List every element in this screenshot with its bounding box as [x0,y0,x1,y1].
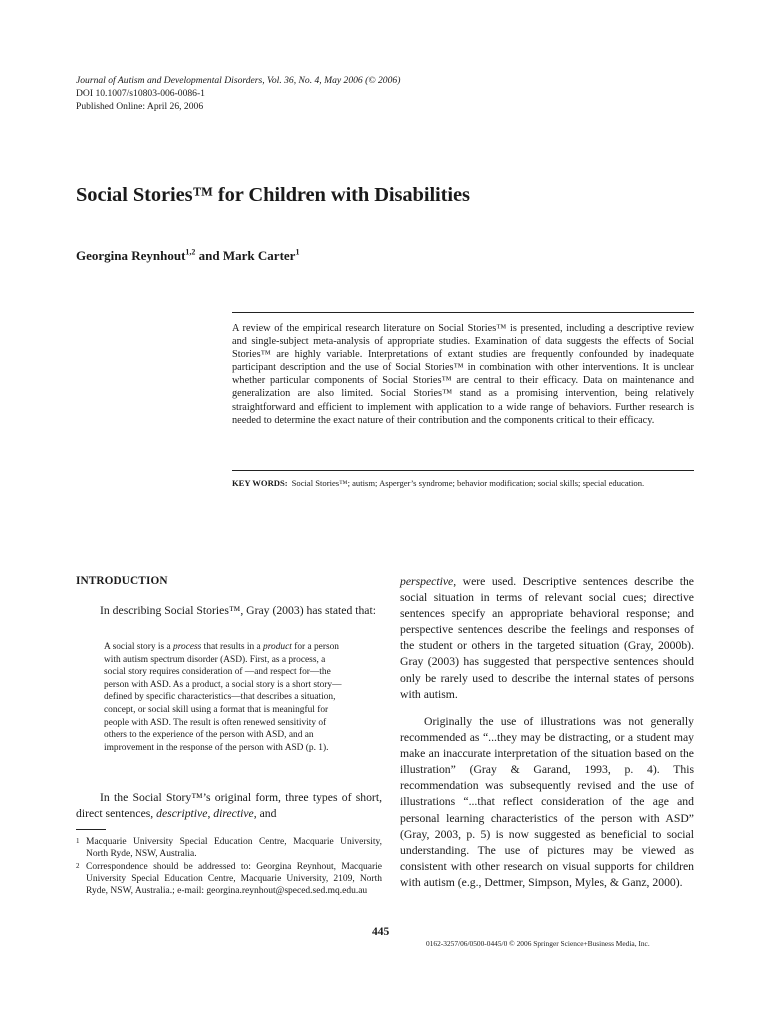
paragraph-text: , and [253,807,277,821]
footnote [76,836,382,861]
block-quote [104,641,342,754]
author-affiliation: 1,2 [185,247,196,257]
keywords-text: Social Stories™; autism; Asperger’s syndrome; behavior modification; social skills; special education. [291,478,645,488]
author-name: Georgina Reynhout [76,248,186,263]
keywords [232,477,694,490]
keywords-label: KEY WORDS: [232,478,288,488]
intro-paragraph-1: In describing Social Stories™, Gray (2003) has stated that: [100,604,376,617]
right-paragraph-1 [400,574,694,703]
footnote-number: 2 [76,861,80,870]
footnote-number: 1 [76,837,80,845]
footnote-text: Correspondence should be addressed to: Georgina Reynhout, Macquarie University Special Education Centre, Macquarie University, 2109, North Ryde, NSW, Australia.; e-mail: georgina.reynhout@speced.sed.mq.edu.au [86,861,382,897]
paper-title: Social Stories™ for Children with Disabilities [76,184,470,206]
quote-text: for a person with autism spectrum disorder (ASD). First, as a process, a social story requires consideration of —and respect for—the person with ASD. As a product, a social story is a short story—defined by specific characteristics—that describes a situation, concept, or social skill using a format that is meaningful for people with ASD. The result is often renewed sensitivity of others to the experience of the person with ASD, and an improvement in the response of the person with ASD (p. 1). [104,642,342,753]
paragraph-text: In the Social Story™’s original form, three types of short, direct sentences, [76,791,382,821]
author-conjunction: and [195,248,223,263]
author-name: Mark Carter [222,248,296,263]
footnote-rule [76,829,106,830]
quote-emphasis-product: product [263,642,292,652]
paragraph-text: , were used. Descriptive sentences describe the social situation in terms of relevant social cues; directive sentences specify an appropriate behavioral response; and perspective sentences describe the feelings and responses of the student or others in the targeted situation (Gray, 2000b). Gray (2003) has suggested that perspective sentences should only be rarely used to describe the internal states of persons with autism. [400,575,694,701]
journal-citation: Journal of Autism and Developmental Disorders, Vol. 36, No. 4, May 2006 (© 2006) [76,75,401,86]
quote-emphasis-process: process [173,642,202,652]
footnote-text: Macquarie University Special Education Centre, Macquarie University, North Ryde, NSW, Australia. [86,837,382,860]
abstract: A review of the empirical research literature on Social Stories™ is presented, including a descriptive review and single-subject meta-analysis of appropriate studies. Examination of data suggests the effects of Social Stories™ are highly variable. Interpretations of extant studies are frequently confounded by inadequate participant description and the use of Social Stories™ in combination with other interventions. It is unclear whether particular components of Social Stories™ are central to their efficacy. Data on maintenance and generalization are also limited. Social Stories™ stand as a promising intervention, being relatively straightforward and efficient to implement with application to a wide range of behaviors. Further research is needed to determine the exact nature of their contribution and the components critical to their efficacy. [232,323,694,426]
page-number: 445 [372,926,390,938]
published-date: Published Online: April 26, 2006 [76,101,204,112]
footnote [76,861,382,898]
emphasis-perspective: perspective [400,575,454,588]
copyright-line: 0162-3257/06/0500-0445/0 © 2006 Springer Science+Business Media, Inc. [426,939,650,948]
emphasis-directive: directive [213,807,254,821]
right-paragraph-2: Originally the use of illustrations was not generally recommended as “...they may be distracting, or a student may make an inaccurate interpretation of the situation based on the illustration” (Gray & Garand, 1993, p. 4). This recommendation was subsequently revised and the use of illustrations “...that reflect consideration of the age and personal learning characteristics of the person with ASD” (Gray, 2003, p. 5) is now suggested as beneficial to social understanding. The use of pictures may be viewed as consistent with other research on visual supports for children with autism (e.g., Dettmer, Simpson, Myles, & Ganz, 2000). [400,715,694,889]
section-heading-introduction: INTRODUCTION [76,575,168,587]
intro-paragraph-2 [76,790,382,822]
doi: DOI 10.1007/s10803-006-0086-1 [76,88,205,99]
author-list [76,248,299,264]
emphasis-descriptive: descriptive [156,807,208,821]
quote-text: A social story is a [104,642,174,652]
paragraph-text: , [207,807,214,821]
footnotes [76,836,382,897]
author-affiliation: 1 [295,247,300,257]
quote-text: that results in a [201,642,264,652]
keywords-rule [232,470,694,471]
abstract-top-rule [232,312,694,313]
